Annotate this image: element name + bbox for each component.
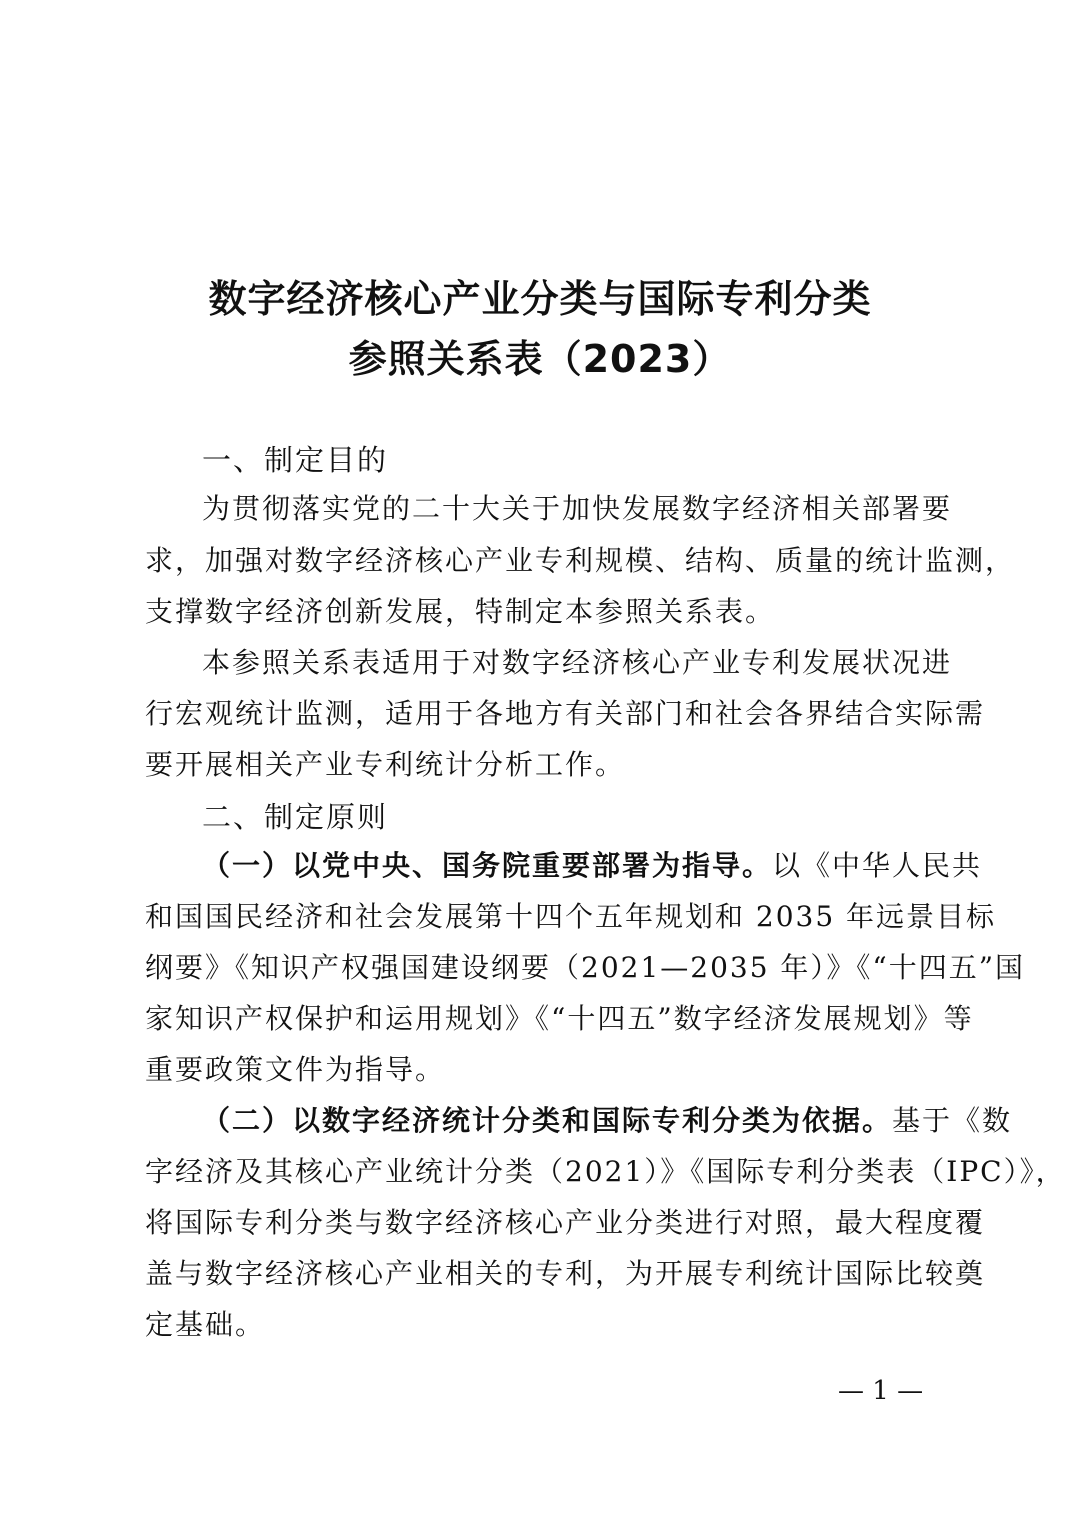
principle-1-bold-heading: （一）以党中央、国务院重要部署为指导。	[202, 849, 773, 882]
principle-2-bold-heading: （二）以数字经济统计分类和国际专利分类为依据。	[202, 1104, 893, 1137]
section-heading-principles: 二、制定原则	[202, 800, 389, 834]
principle-2-line-1	[202, 1101, 1013, 1141]
paragraph-line: 纲要》《知识产权强国建设纲要（2021—2035 年）》《“十四五”国	[145, 951, 1026, 984]
paragraph-line: 将国际专利分类与数字经济核心产业分类进行对照，最大程度覆	[145, 1206, 986, 1239]
paragraph-line: 支撑数字经济创新发展，特制定本参照关系表。	[145, 595, 776, 628]
paragraph-line: 本参照关系表适用于对数字经济核心产业专利发展状况进	[202, 646, 953, 679]
paragraph-line: 要开展相关产业专利统计分析工作。	[145, 748, 626, 781]
paragraph-line: 求，加强对数字经济核心产业专利规模、结构、质量的统计监测，	[145, 544, 1016, 577]
section-heading-purpose: 一、制定目的	[202, 443, 389, 477]
paragraph-line: 字经济及其核心产业统计分类（2021）》《国际专利分类表（IPC）》，	[145, 1155, 1066, 1188]
principle-1-text: 以《中华人民共	[772, 849, 983, 882]
paragraph-line: 重要政策文件为指导。	[145, 1053, 446, 1086]
principle-2-text: 基于《数	[892, 1104, 1013, 1137]
paragraph-line: 家知识产权保护和运用规划》《“十四五”数字经济发展规划》等	[145, 1002, 974, 1035]
principle-1-line-1	[202, 846, 983, 886]
page-number: — 1 —	[838, 1376, 924, 1406]
paragraph-line: 行宏观统计监测，适用于各地方有关部门和社会各界结合实际需	[145, 697, 986, 730]
paragraph-line: 和国国民经济和社会发展第十四个五年规划和 2035 年远景目标	[145, 900, 997, 933]
document-title-line-1: 数字经济核心产业分类与国际专利分类	[208, 277, 872, 321]
paragraph-line: 盖与数字经济核心产业相关的专利，为开展专利统计国际比较奠	[145, 1257, 986, 1290]
paragraph-line: 定基础。	[145, 1308, 266, 1341]
document-title-line-2: 参照关系表（2023）	[348, 337, 732, 381]
paragraph-line: 为贯彻落实党的二十大关于加快发展数字经济相关部署要	[202, 492, 953, 525]
